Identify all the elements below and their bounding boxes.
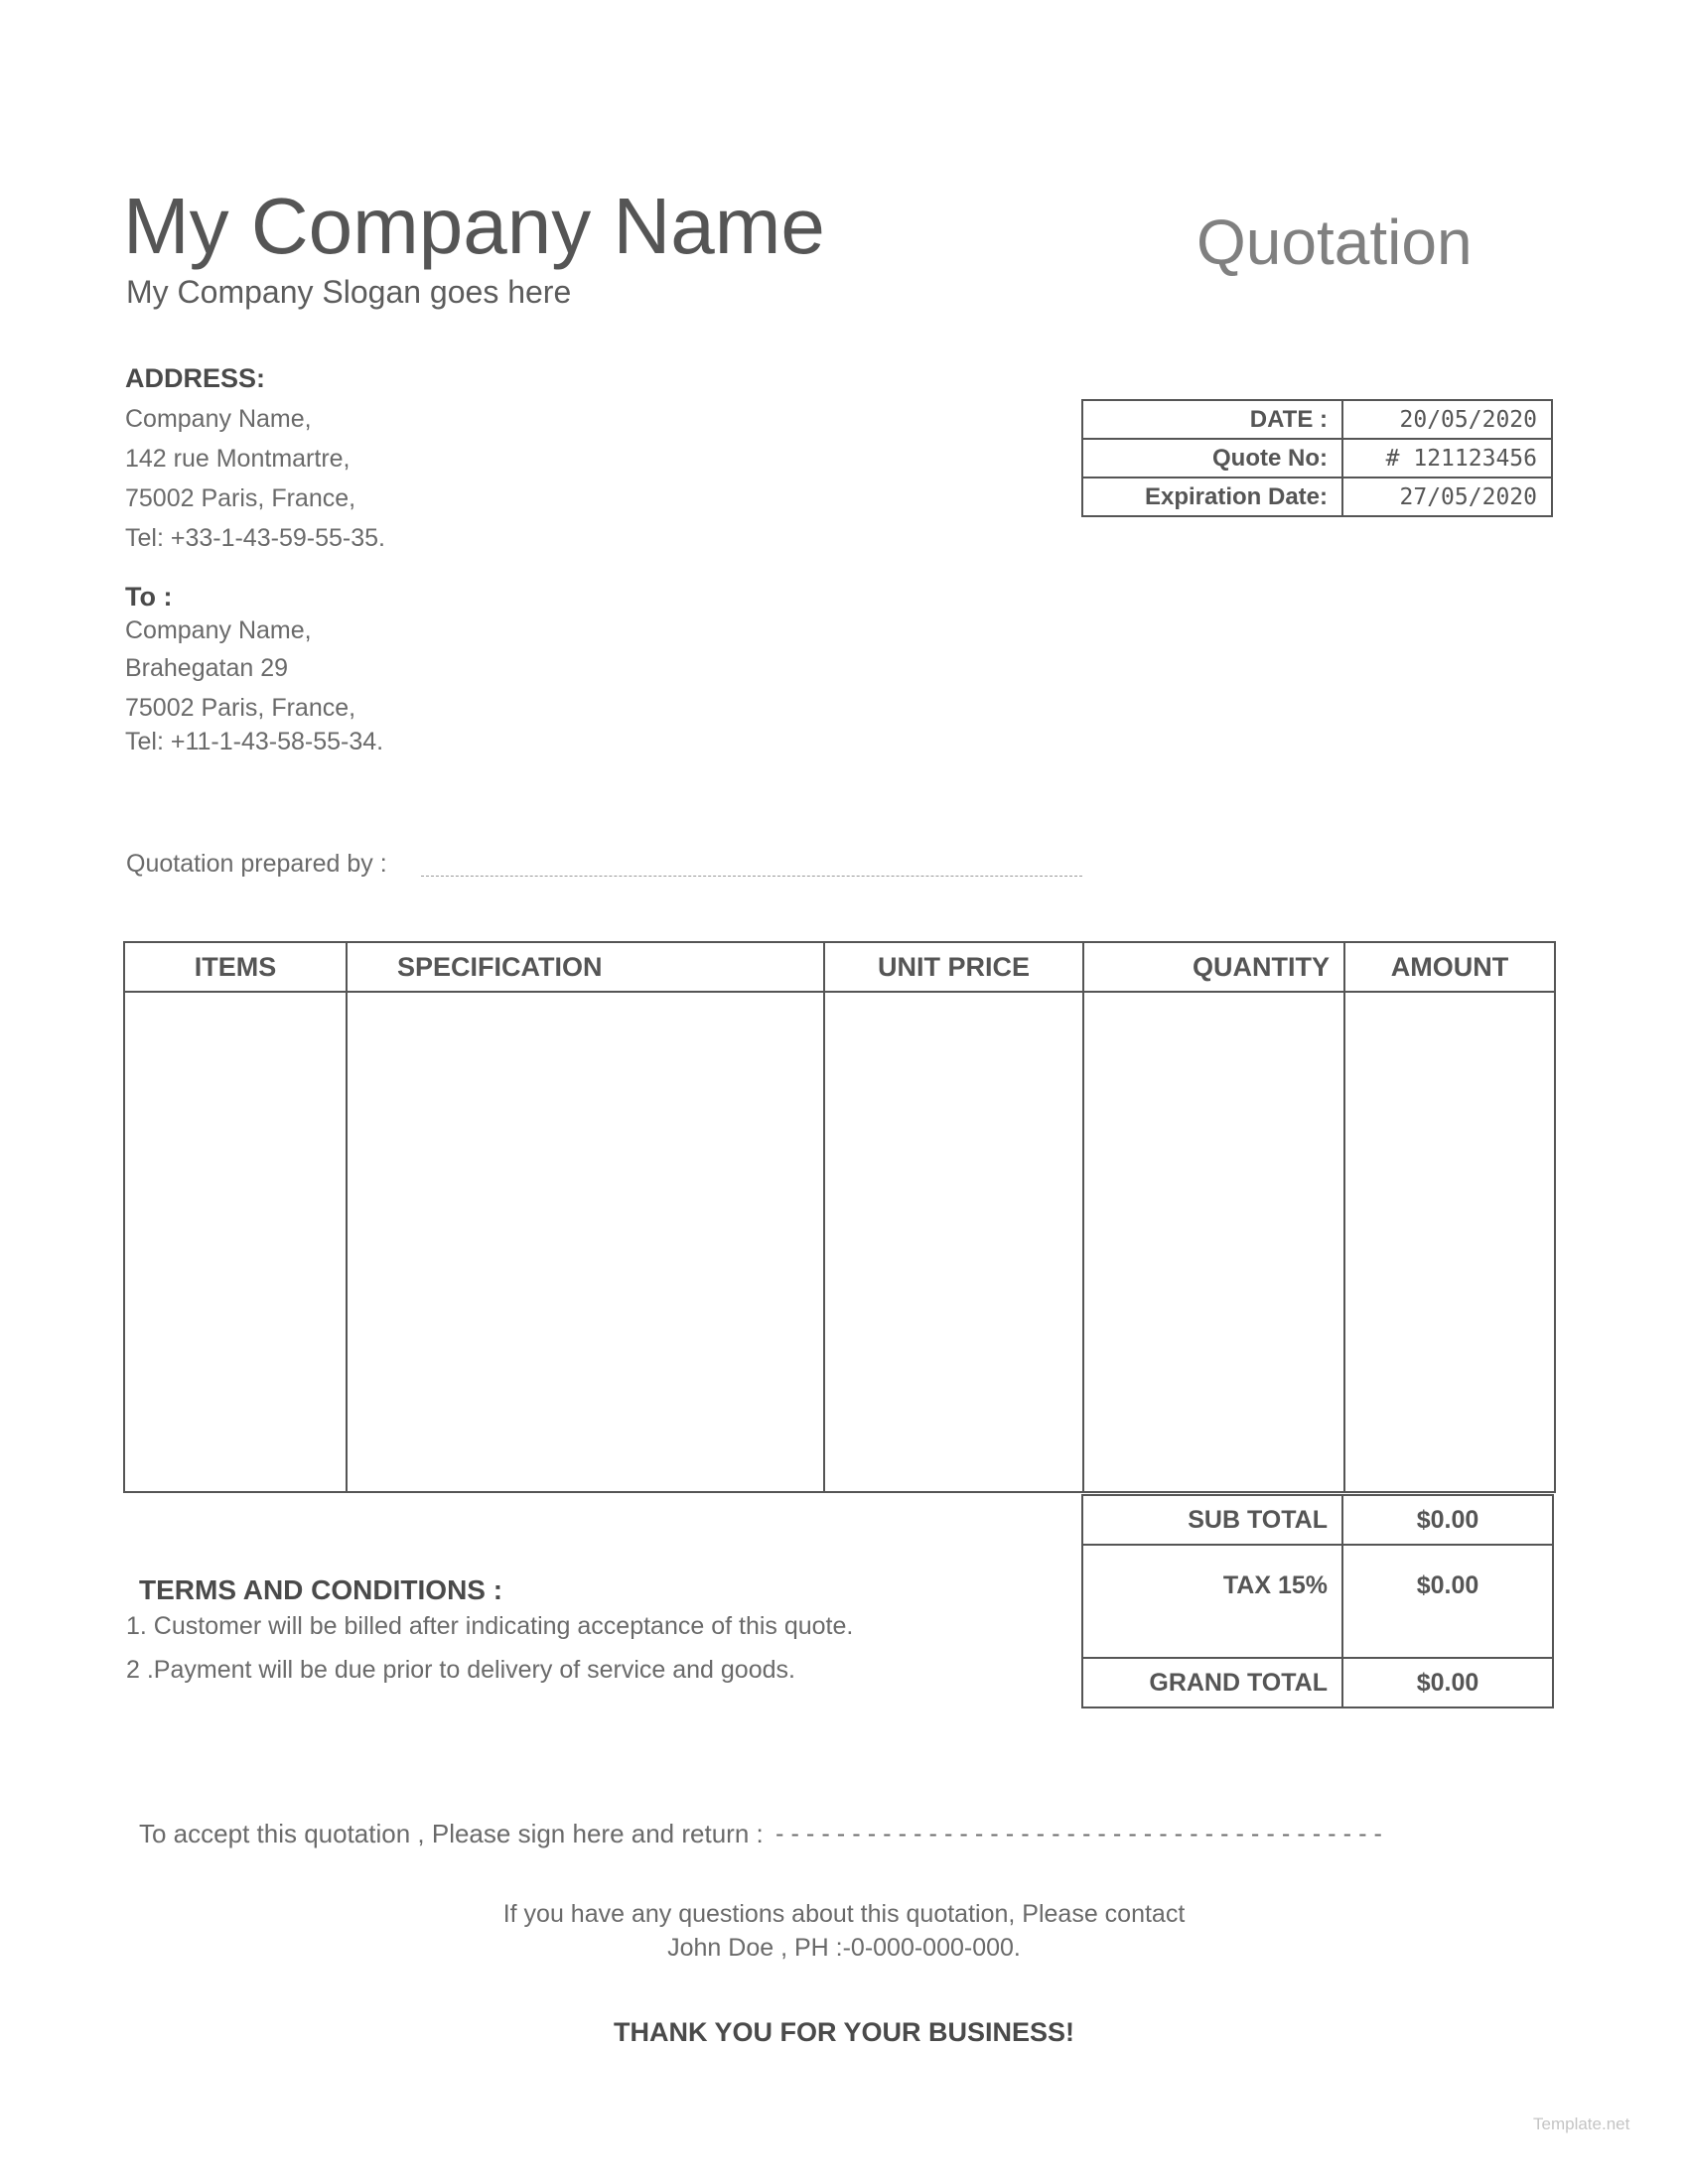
amount-cell[interactable] bbox=[1344, 992, 1555, 1492]
quantity-cell[interactable] bbox=[1083, 992, 1344, 1492]
to-line-2: Brahegatan 29 bbox=[125, 654, 289, 682]
sub-total-label: SUB TOTAL bbox=[1082, 1495, 1342, 1545]
term-item-2: 2 .Payment will be due prior to delivery of service and goods. bbox=[126, 1656, 795, 1684]
address-line-1: Company Name, bbox=[125, 405, 312, 433]
amount-column-header: AMOUNT bbox=[1344, 942, 1555, 992]
quote-number-row bbox=[1082, 439, 1552, 478]
thank-you-message: THANK YOU FOR YOUR BUSINESS! bbox=[613, 2017, 1075, 2047]
items-table bbox=[123, 941, 1556, 1493]
document-title: Quotation bbox=[1196, 206, 1473, 278]
items-column-header: ITEMS bbox=[124, 942, 347, 992]
sub-total-value: $0.00 bbox=[1342, 1495, 1553, 1545]
to-line-3: 75002 Paris, France, bbox=[125, 694, 356, 722]
quote-meta-table bbox=[1081, 399, 1553, 517]
totals-table bbox=[1081, 1494, 1554, 1708]
tax-row bbox=[1082, 1545, 1553, 1658]
to-line-4: Tel: +11-1-43-58-55-34. bbox=[125, 728, 384, 755]
items-body-row bbox=[124, 992, 1555, 1492]
address-line-4: Tel: +33-1-43-59-55-35. bbox=[125, 524, 385, 552]
tax-value: $0.00 bbox=[1342, 1545, 1553, 1658]
expiration-value: 27/05/2020 bbox=[1342, 478, 1552, 516]
contact-line-2: John Doe , PH :-0-000-000-000. bbox=[667, 1934, 1021, 1962]
prepared-by-field[interactable] bbox=[421, 876, 1082, 877]
grand-total-value: $0.00 bbox=[1342, 1658, 1553, 1707]
unit-price-cell[interactable] bbox=[824, 992, 1083, 1492]
expiration-label: Expiration Date: bbox=[1082, 478, 1342, 516]
address-line-3: 75002 Paris, France, bbox=[125, 484, 356, 512]
address-line-2: 142 rue Montmartre, bbox=[125, 445, 351, 473]
date-label: DATE : bbox=[1082, 400, 1342, 439]
grand-total-label: GRAND TOTAL bbox=[1082, 1658, 1342, 1707]
specification-cell[interactable] bbox=[347, 992, 824, 1492]
tax-label: TAX 15% bbox=[1082, 1545, 1342, 1658]
quote-number-value: # 121123456 bbox=[1342, 439, 1552, 478]
date-value: 20/05/2020 bbox=[1342, 400, 1552, 439]
quantity-column-header: QUANTITY bbox=[1083, 942, 1344, 992]
signature-field[interactable]: ---------------------------------------- bbox=[773, 1820, 1386, 1847]
term-item-1: 1. Customer will be billed after indicating acceptance of this quote. bbox=[126, 1612, 854, 1640]
signature-instruction: To accept this quotation , Please sign here and return : bbox=[139, 1819, 764, 1848]
unit-price-column-header: UNIT PRICE bbox=[824, 942, 1083, 992]
contact-line-1: If you have any questions about this quotation, Please contact bbox=[502, 1900, 1186, 1928]
sub-total-row bbox=[1082, 1495, 1553, 1545]
company-name: My Company Name bbox=[123, 182, 825, 270]
expiration-row bbox=[1082, 478, 1552, 516]
date-row bbox=[1082, 400, 1552, 439]
company-slogan: My Company Slogan goes here bbox=[126, 274, 572, 310]
to-heading: To : bbox=[125, 582, 173, 612]
prepared-by-label: Quotation prepared by : bbox=[126, 850, 387, 878]
terms-heading: TERMS AND CONDITIONS : bbox=[139, 1574, 503, 1605]
grand-total-row bbox=[1082, 1658, 1553, 1707]
to-line-1: Company Name, bbox=[125, 616, 312, 644]
specification-column-header: SPECIFICATION bbox=[347, 942, 824, 992]
address-heading: ADDRESS: bbox=[125, 363, 266, 393]
items-header-row bbox=[124, 942, 1555, 992]
items-cell[interactable] bbox=[124, 992, 347, 1492]
template-watermark: Template.net bbox=[1533, 2115, 1630, 2133]
quote-number-label: Quote No: bbox=[1082, 439, 1342, 478]
